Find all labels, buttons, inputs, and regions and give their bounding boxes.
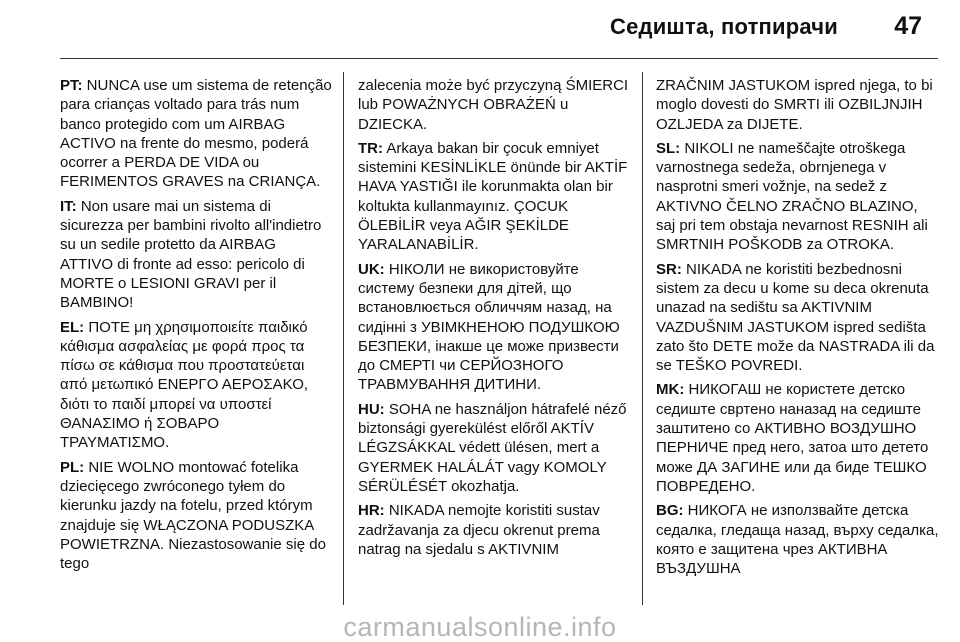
warning-paragraph [358, 260, 630, 395]
language-code: HR: [358, 502, 385, 520]
language-code: IT: [60, 197, 77, 215]
language-code: PT: [60, 77, 83, 94]
warning-paragraph [656, 501, 940, 578]
language-code: UK: [358, 260, 385, 278]
warning-text: ZRAČNIM JASTUKOM ispred njega, to bi moglo dovesti do SMRTI ili OZBILJNJIH OZLJEDA za DIJETE. [656, 77, 933, 133]
language-code: TR: [358, 139, 383, 157]
language-code: EL: [60, 318, 85, 336]
warning-text: НІКОЛИ не використовуйте систему безпеки для дітей, що встановлюється обличчям назад, на сидінні з УВІМКНЕНОЮ ПОДУШКОЮ БЕЗПЕКИ, інакше це може призвести до СМЕРТІ чи СЕРЙОЗНОГО ТРАВМУВАННЯ ДИТИНИ. [358, 260, 620, 394]
warning-paragraph [358, 76, 630, 134]
language-code: MK: [656, 381, 685, 399]
text-column-1 [60, 76, 332, 578]
warning-paragraph [60, 197, 332, 313]
warning-text: NUNCA use um sistema de retenção para crianças voltado para trás num banco protegido com um AIRBAG ACTIVO na frente do mesmo, poderá ocorrer a PERDA DE VIDA ou FERIMENTOS GRAVES na CRIANÇA. [60, 77, 332, 191]
warning-paragraph [60, 318, 332, 453]
warning-text: НИКОГА не използвайте детска седалка, гледаща назад, върху седалка, която е защитена чрез АКТИВНА ВЪЗДУШНА [656, 502, 939, 578]
page-number: 47 [894, 12, 922, 40]
header-rule [60, 58, 938, 59]
language-code: BG: [656, 502, 684, 520]
column-divider [642, 72, 643, 605]
warning-text: ΠΟΤΕ μη χρησιμοποιείτε παιδικό κάθισμα ασφαλείας με φορά προς τα πίσω σε κάθισμα που προστατεύεται από μετωπικό ΕΝΕΡΓΟ ΑΕΡΟΣΑΚΟ, διότι το παιδί μπορεί να υποστεί ΘΑΝΑΣΙΜΟ ή ΣΟΒΑΡΟ ΤΡΑΥΜΑΤΙΣΜΟ. [60, 318, 309, 452]
language-code: PL: [60, 458, 85, 476]
watermark: carmanualsonline.info [343, 612, 617, 642]
warning-paragraph [358, 501, 630, 559]
warning-paragraph [656, 260, 940, 376]
warning-paragraph [60, 458, 332, 574]
column-divider [343, 72, 344, 605]
warning-text: NIKOLI ne nameščajte otroškega varnostnega sedeža, obrnjenega v nasprotni smeri vožnje, na sedež z AKTIVNO ČELNO ZRAČNO BLAZINO, saj pri tem obstaja nevarnost RESNIH ali SMRTNIH POŠKODB za OTROKA. [656, 139, 928, 254]
warning-text: НИКОГАШ не користете детско седиште свртено наназад на седиште заштитено со АКТИВНО ВОЗДУШНО ПЕРНИЧЕ пред него, затоа што детето може ДА ЗАГИНЕ или да биде ТЕШКО ПОВРЕДЕНО. [656, 381, 929, 495]
warning-paragraph [358, 139, 630, 255]
text-column-2 [358, 76, 630, 564]
warning-text: NIKADA ne koristiti bezbednosni sistem za decu u kome su deca okrenuta unazad na sedištu sa AKTIVNIM VAZDUŠNIM JASTUKOM ispred sedišta zato što DETE može da NASTRADA ili da se TEŠKO POVREDI. [656, 260, 935, 375]
warning-text: SOHA ne használjon hátrafelé néző biztonsági gyerekülést előről AKTÍV LÉGZSÁKKAL védett ülésen, mert a GYERMEK HALÁLÁT vagy KOMOLY SÉRÜLÉSÉT okozhatja. [358, 400, 627, 495]
warning-paragraph [60, 76, 332, 192]
page-title: Седишта, потпирачи [610, 14, 838, 39]
text-column-3 [656, 76, 940, 583]
language-code: HU: [358, 400, 385, 418]
warning-paragraph [656, 139, 940, 255]
warning-paragraph [358, 400, 630, 496]
language-code: SR: [656, 260, 682, 278]
warning-paragraph [656, 380, 940, 496]
warning-text: Non usare mai un sistema di sicurezza per bambini rivolto all'indietro su un sedile protetto da AIRBAG ATTIVO di fronte ad esso: pericolo di MORTE o LESIONI GRAVI per il BAMBINO! [60, 197, 322, 312]
language-code: SL: [656, 139, 681, 157]
warning-text: zalecenia może być przyczyną ŚMIERCI lub POWAŻNYCH OBRAŻEŃ u DZIECKA. [358, 77, 629, 133]
warning-text: NIE WOLNO montować fotelika dziecięcego zwróconego tyłem do kierunku jazdy na fotelu, przed którym znajduje się WŁĄCZONA PODUSZKA POWIETRZNA. Niezastosowanie się do tego [60, 458, 326, 573]
warning-text: NIKADA nemojte koristiti sustav zadržavanja za djecu okrenut prema natrag na sjedalu s AKTIVNIM [358, 502, 600, 558]
warning-text: Arkaya bakan bir çocuk emniyet sistemini KESİNLİKLE önünde bir AKTİF HAVA YASTIĞI ile korunmakta olan bir koltukta kullanmayınız. ÇOCUK ÖLEBİLİR veya AĞIR ŞEKİLDE YARALANABİLİR. [358, 139, 628, 254]
warning-paragraph [656, 76, 940, 134]
